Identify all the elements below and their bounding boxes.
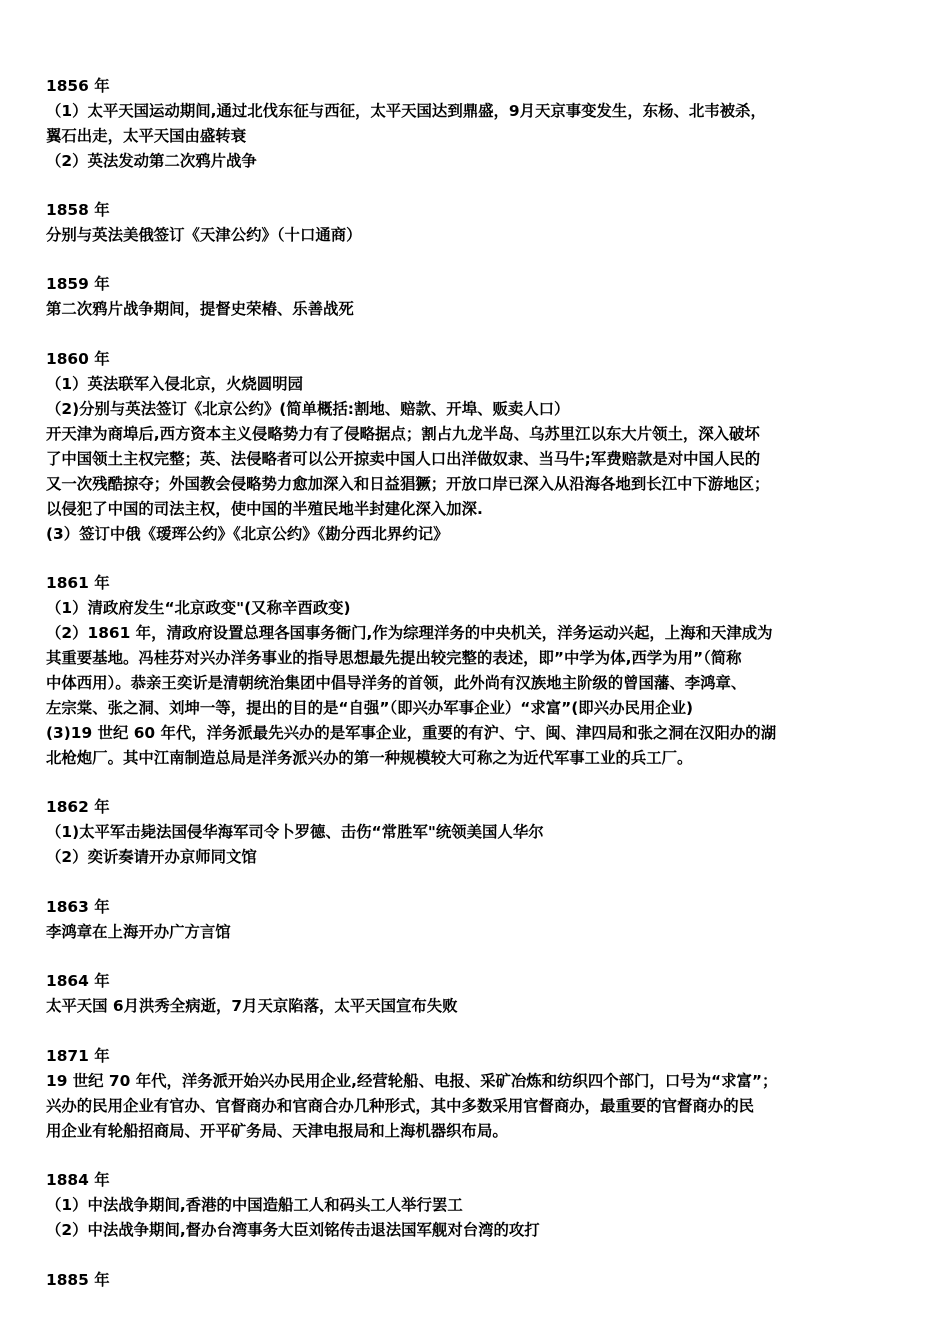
text-line: 又一次残酷掠夺；外国教会侵略势力愈加深入和日益猖獗；开放口岸已深入从沿海各地到长江中下游地区；: [46, 475, 770, 493]
text-line: 李鸿章在上海开办广方言馆: [46, 923, 231, 941]
text-line: （2）中法战争期间,督办台湾事务大臣刘铭传击退法国军舰对台湾的攻打: [46, 1221, 540, 1239]
text-line: 左宗棠、张之洞、刘坤一等，提出的目的是“自强”（即兴办军事企业）“求富”(即兴办民用企业): [46, 699, 694, 717]
text-line: 用企业有轮船招商局、开平矿务局、天津电报局和上海机器织布局。: [46, 1122, 508, 1140]
text-line: （2)分别与英法签订《北京公约》(简单概括:割地、赔款、开埠、贩卖人口）: [46, 400, 570, 418]
year-heading-1864: 1864 年: [46, 972, 110, 990]
text-line: （2）奕䜣奏请开办京师同文馆: [46, 848, 257, 866]
year-heading-1885: 1885 年: [46, 1271, 110, 1289]
year-heading-1863: 1863 年: [46, 898, 110, 916]
text-line: 其重要基地。冯桂芬对兴办洋务事业的指导思想最先提出较完整的表述，即”中学为体,西学为用”（简称: [46, 649, 742, 667]
text-line: 翼石出走，太平天国由盛转衰: [46, 127, 247, 145]
text-line: (3)19 世纪 60 年代，洋务派最先兴办的是军事企业，重要的有沪、宁、闽、津四局和张之洞在汉阳办的湖: [46, 724, 777, 742]
text-line: 第二次鸦片战争期间，提督史荣椿、乐善战死: [46, 300, 354, 318]
text-line: 开天津为商埠后,西方资本主义侵略势力有了侵略据点；割占九龙半岛、乌苏里江以东大片领土，深入破坏: [46, 425, 760, 443]
year-heading-1861: 1861 年: [46, 574, 110, 592]
text-line: （1）中法战争期间,香港的中国造船工人和码头工人举行罢工: [46, 1196, 463, 1214]
year-heading-1860: 1860 年: [46, 350, 110, 368]
text-line: 北枪炮厂。其中江南制造总局是洋务派兴办的第一种规模较大可称之为近代军事工业的兵工厂。: [46, 749, 693, 767]
text-line: 兴办的民用企业有官办、官督商办和官商合办几种形式，其中多数采用官督商办，最重要的官督商办的民: [46, 1097, 754, 1115]
year-heading-1862: 1862 年: [46, 798, 110, 816]
year-heading-1858: 1858 年: [46, 201, 110, 219]
text-line: 分别与英法美俄签订《天津公约》（十口通商）: [46, 226, 362, 244]
year-heading-1856: 1856 年: [46, 77, 110, 95]
text-line: 了中国领土主权完整；英、法侵略者可以公开掠卖中国人口出洋做奴隶、当马牛;军费赔款是对中国人民的: [46, 450, 761, 468]
text-line: （1）太平天国运动期间,通过北伐东征与西征，太平天国达到鼎盛，9月天京事变发生，东杨、北韦被杀，: [46, 102, 766, 120]
year-heading-1884: 1884 年: [46, 1171, 110, 1189]
text-line: 太平天国 6月洪秀全病逝，7月天京陷落，太平天国宣布失败: [46, 997, 458, 1015]
text-line: （1）清政府发生“北京政变"(又称辛酉政变): [46, 599, 351, 617]
text-line: （1)太平军击毙法国侵华海军司令卜罗德、击伤“常胜军"统领美国人华尔: [46, 823, 544, 841]
text-line: （1）英法联军入侵北京，火烧圆明园: [46, 375, 303, 393]
text-line: 19 世纪 70 年代，洋务派开始兴办民用企业,经营轮船、电报、采矿冶炼和纺织四个部门，口号为“求富”；: [46, 1072, 778, 1090]
text-line: （2）1861 年，清政府设置总理各国事务衙门,作为综理洋务的中央机关，洋务运动兴起，上海和天津成为: [46, 624, 773, 642]
year-heading-1859: 1859 年: [46, 275, 110, 293]
text-line: (3）签订中俄《瑷珲公约》《北京公约》《勘分西北界约记》: [46, 525, 449, 543]
text-line: 以侵犯了中国的司法主权，使中国的半殖民地半封建化深入加深.: [46, 500, 483, 518]
text-line: 中体西用）。恭亲王奕䜣是清朝统治集团中倡导洋务的首领，此外尚有汉族地主阶级的曾国藩、李鸿章、: [46, 674, 747, 692]
text-line: （2）英法发动第二次鸦片战争: [46, 152, 257, 170]
year-heading-1871: 1871 年: [46, 1047, 110, 1065]
